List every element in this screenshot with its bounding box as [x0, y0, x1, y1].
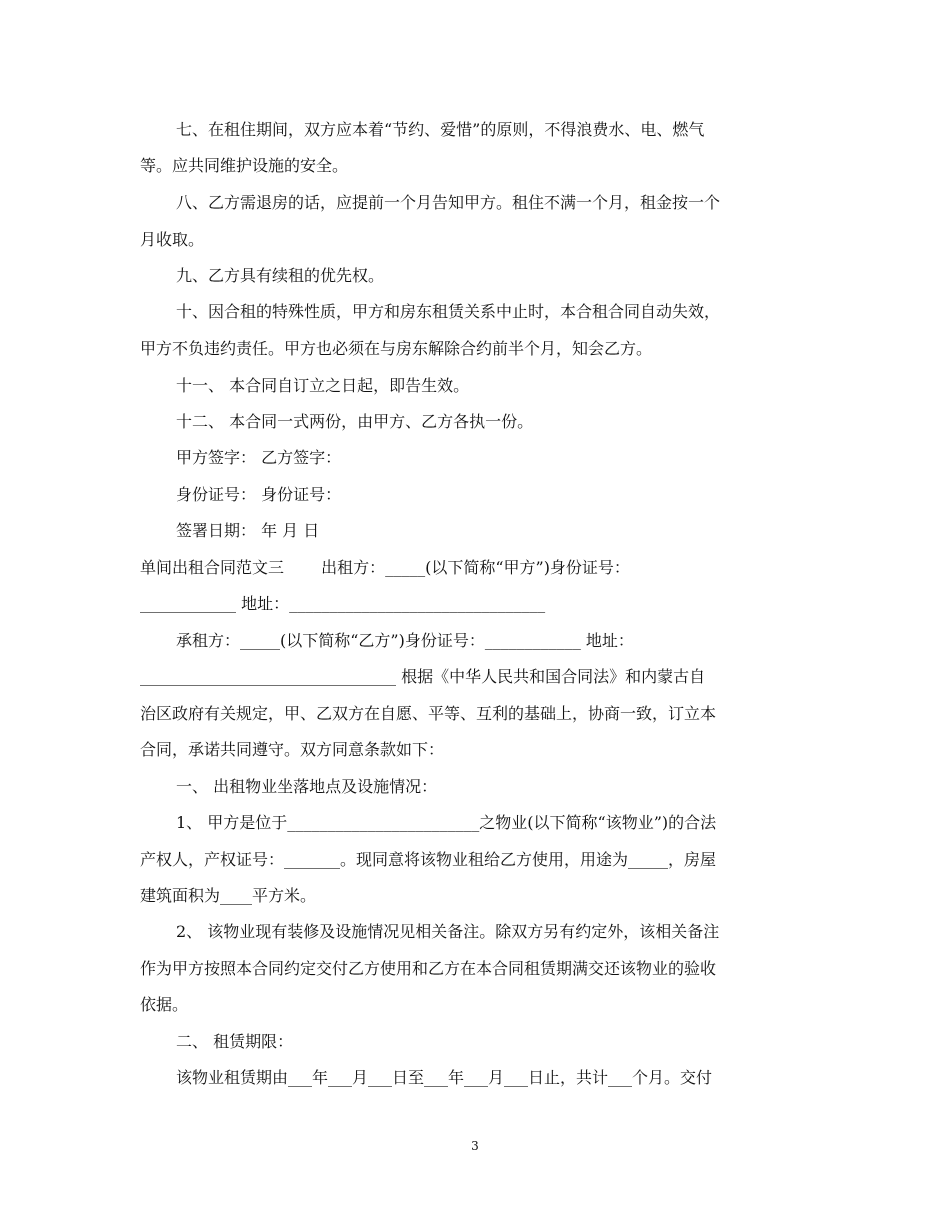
text-line	[0, 152, 950, 180]
text-line	[0, 773, 950, 801]
text-line	[0, 335, 950, 363]
text-line	[0, 262, 950, 290]
text-line	[0, 444, 950, 472]
text-line	[0, 918, 950, 946]
text-line-content: 依据。	[140, 995, 189, 1014]
text-line	[0, 1028, 950, 1056]
text-line	[0, 481, 950, 509]
text-line-content: 七、在租住期间，双方应本着“节约、爱惜”的原则，不得浪费水、电、燃气	[176, 120, 705, 139]
text-line-content: 单间出租合同范文三 出租方：_____(以下简称“甲方”)身份证号：	[140, 558, 630, 577]
text-line	[0, 736, 950, 764]
text-line-content: 承租方：_____(以下简称“乙方”)身份证号：____________ 地址：	[176, 631, 634, 650]
text-line-content: 甲方不负违约责任。甲方也必须在与房东解除合约前半个月，知会乙方。	[140, 339, 653, 358]
text-line	[0, 991, 950, 1019]
text-line-content: 九、乙方具有续租的优先权。	[176, 266, 385, 285]
text-line-content: 八、乙方需退房的话，应提前一个月告知甲方。租住不满一个月，租金按一个	[176, 193, 721, 212]
text-line	[0, 627, 950, 655]
text-line	[0, 955, 950, 983]
text-line-content: ____________ 地址：________________________________	[140, 594, 546, 613]
text-line	[0, 809, 950, 837]
text-line	[0, 226, 950, 254]
text-line-content: 该物业租赁期由___年___月___日至___年___月___日止，共计___个月。交付	[176, 1068, 713, 1087]
text-line	[0, 554, 950, 582]
text-line-content: 治区政府有关规定，甲、乙双方在自愿、平等、互利的基础上，协商一致，订立本	[140, 704, 717, 723]
text-line-content: 作为甲方按照本合同约定交付乙方使用和乙方在本合同租赁期满交还该物业的验收	[140, 959, 717, 978]
text-line	[0, 663, 950, 691]
text-line-content: 2、 该物业现有装修及设施情况见相关备注。除双方另有约定外，该相关备注	[176, 922, 720, 941]
text-line	[0, 298, 950, 326]
text-line	[0, 846, 950, 874]
text-line	[0, 116, 950, 144]
page-number: 3	[471, 1139, 479, 1153]
text-line-content: 1、 甲方是位于________________________之物业(以下简称“该物业”)的合法	[176, 813, 717, 832]
text-line-content: 等。应共同维护设施的安全。	[140, 156, 349, 175]
text-line-content: 十一、 本合同自订立之日起，即告生效。	[176, 376, 470, 395]
text-line-content: 建筑面积为____平方米。	[140, 886, 317, 905]
text-line-content: 产权人，产权证号：_______。现同意将该物业租给乙方使用，用途为_____，房屋	[140, 850, 717, 869]
text-line-content: 合同，承诺共同遵守。双方同意条款如下：	[140, 740, 445, 759]
text-line	[0, 1064, 950, 1092]
text-line-content: 十、因合租的特殊性质，甲方和房东租赁关系中止时，本合租合同自动失效，	[176, 302, 721, 321]
text-line	[0, 700, 950, 728]
text-line	[0, 590, 950, 618]
text-line	[0, 189, 950, 217]
text-line-content: 签署日期： 年 月 日	[176, 521, 320, 540]
text-line-content: 十二、 本合同一式两份，由甲方、乙方各执一份。	[176, 412, 534, 431]
text-line	[0, 882, 950, 910]
text-line-content: ________________________________ 根据《中华人民共和国合同法》和内蒙古自	[140, 667, 706, 686]
text-line-content: 甲方签字： 乙方签字：	[176, 448, 342, 467]
text-line-content: 月收取。	[140, 230, 205, 249]
text-line-content: 一、 出租物业坐落地点及设施情况：	[176, 777, 438, 796]
text-line-content: 二、 租赁期限：	[176, 1032, 294, 1051]
text-line-content: 身份证号： 身份证号：	[176, 485, 342, 504]
text-line	[0, 408, 950, 436]
text-line	[0, 372, 950, 400]
text-line	[0, 517, 950, 545]
